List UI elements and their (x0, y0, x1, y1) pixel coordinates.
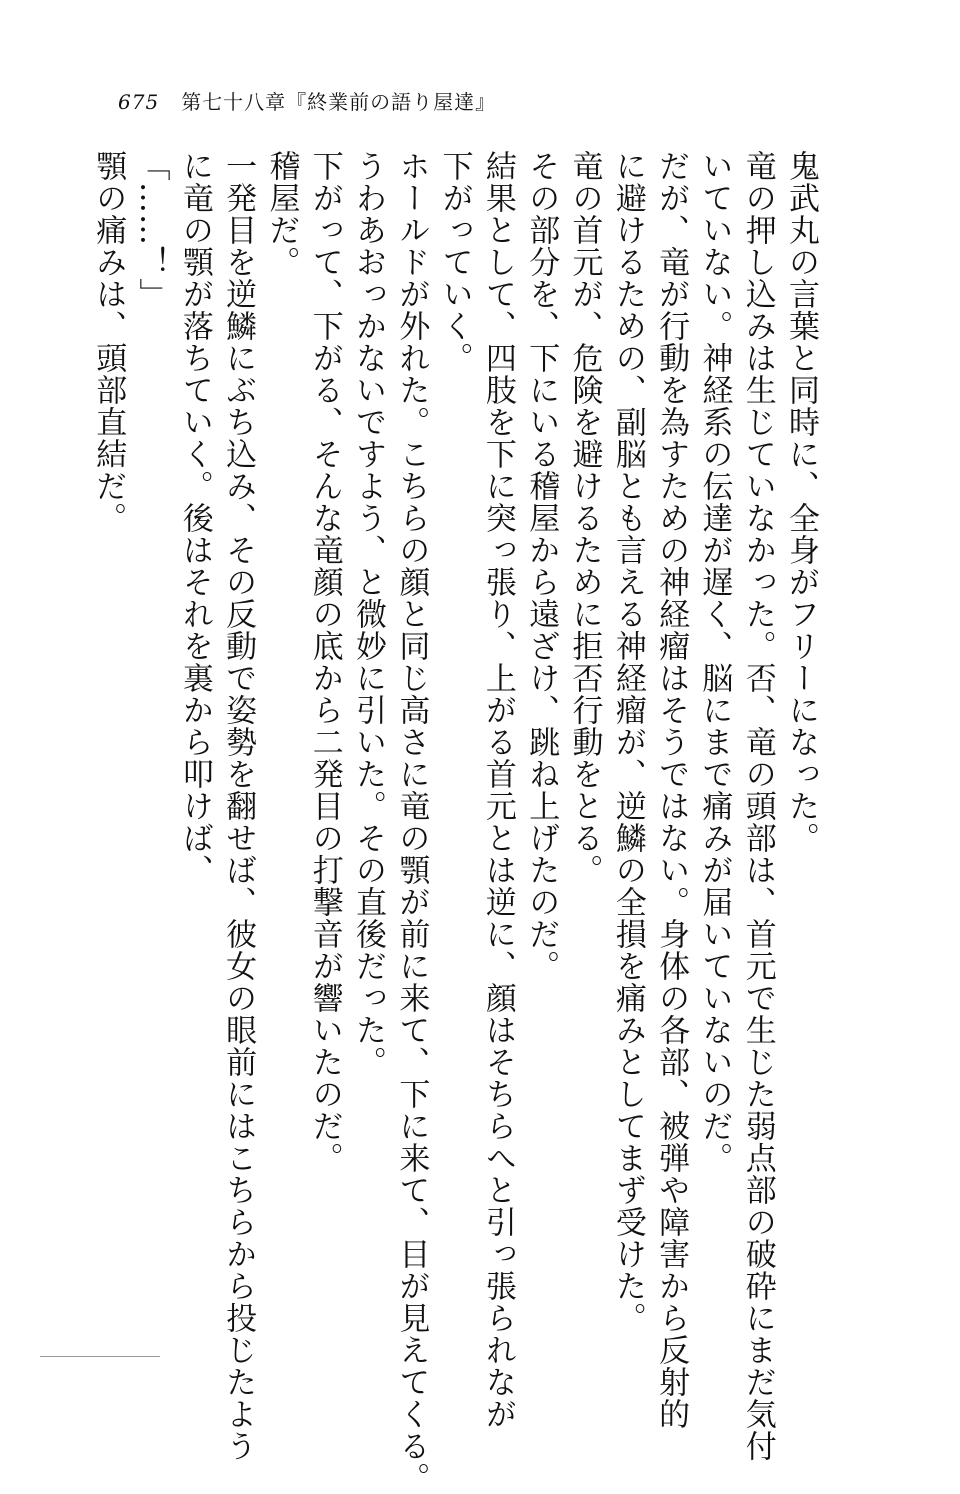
body-text (86, 150, 822, 1494)
text-line: 竜の首元が、危険を避けるために拒否行動をとる。 (566, 150, 603, 886)
text-line: 稽屋だ。 (263, 150, 300, 278)
text-line: いていない。神経系の伝達が遅く、脳にまで痛みが届いていないのだ。 (696, 150, 733, 1174)
text-line: に避けるための、副脳とも言える神経瘤が、逆鱗の全損を痛みとしてまず受けた。 (609, 150, 646, 1334)
text-line: 顎の痛みは、頭部直結だ。 (90, 150, 127, 534)
text-line: その部分を、下にいる稽屋から遠ざけ、跳ね上げたのだ。 (523, 150, 560, 982)
page-number: 675 (118, 90, 160, 114)
scan-edge-line (40, 1356, 160, 1357)
text-line: 鬼武丸の言葉と同時に、全身がフリーになった。 (783, 150, 819, 854)
text-line: 下がっていく。 (436, 150, 473, 374)
text-line: 竜の押し込みは生じていなかった。否、竜の頭部は、首元で生じた弱点部の破砕にまだ気付 (739, 150, 776, 1462)
text-line: に竜の顎が落ちていく。後はそれを裏から叩けば、 (176, 150, 213, 886)
text-line: 結果として、四肢を下に突っ張り、上がる首元とは逆に、顔はそちらへと引っ張られなが (479, 150, 516, 1430)
chapter-title: 第七十八章『終業前の語り屋達』 (181, 90, 497, 114)
text-line: 一発目を逆鱗にぶち込み、その反動で姿勢を翻せば、彼女の眼前にはこちらから投じたよう (220, 150, 257, 1462)
text-line: 下がって、下がる、そんな竜顔の底から二発目の打撃音が響いたのだ。 (306, 150, 343, 1174)
text-line: ホールドが外れた。こちらの顔と同じ高さに竜の顎が前に来て、下に来て、目が見えてくる。 (393, 150, 430, 1494)
text-line: うわあおっかないですよう、と微妙に引いた。その直後だった。 (350, 150, 387, 1078)
running-header (118, 86, 496, 115)
text-line: だが、竜が行動を為すための神経瘤はそうではない。身体の各部、被弾や障害から反射的 (653, 150, 690, 1430)
text-line: 「……！」 (133, 150, 170, 310)
